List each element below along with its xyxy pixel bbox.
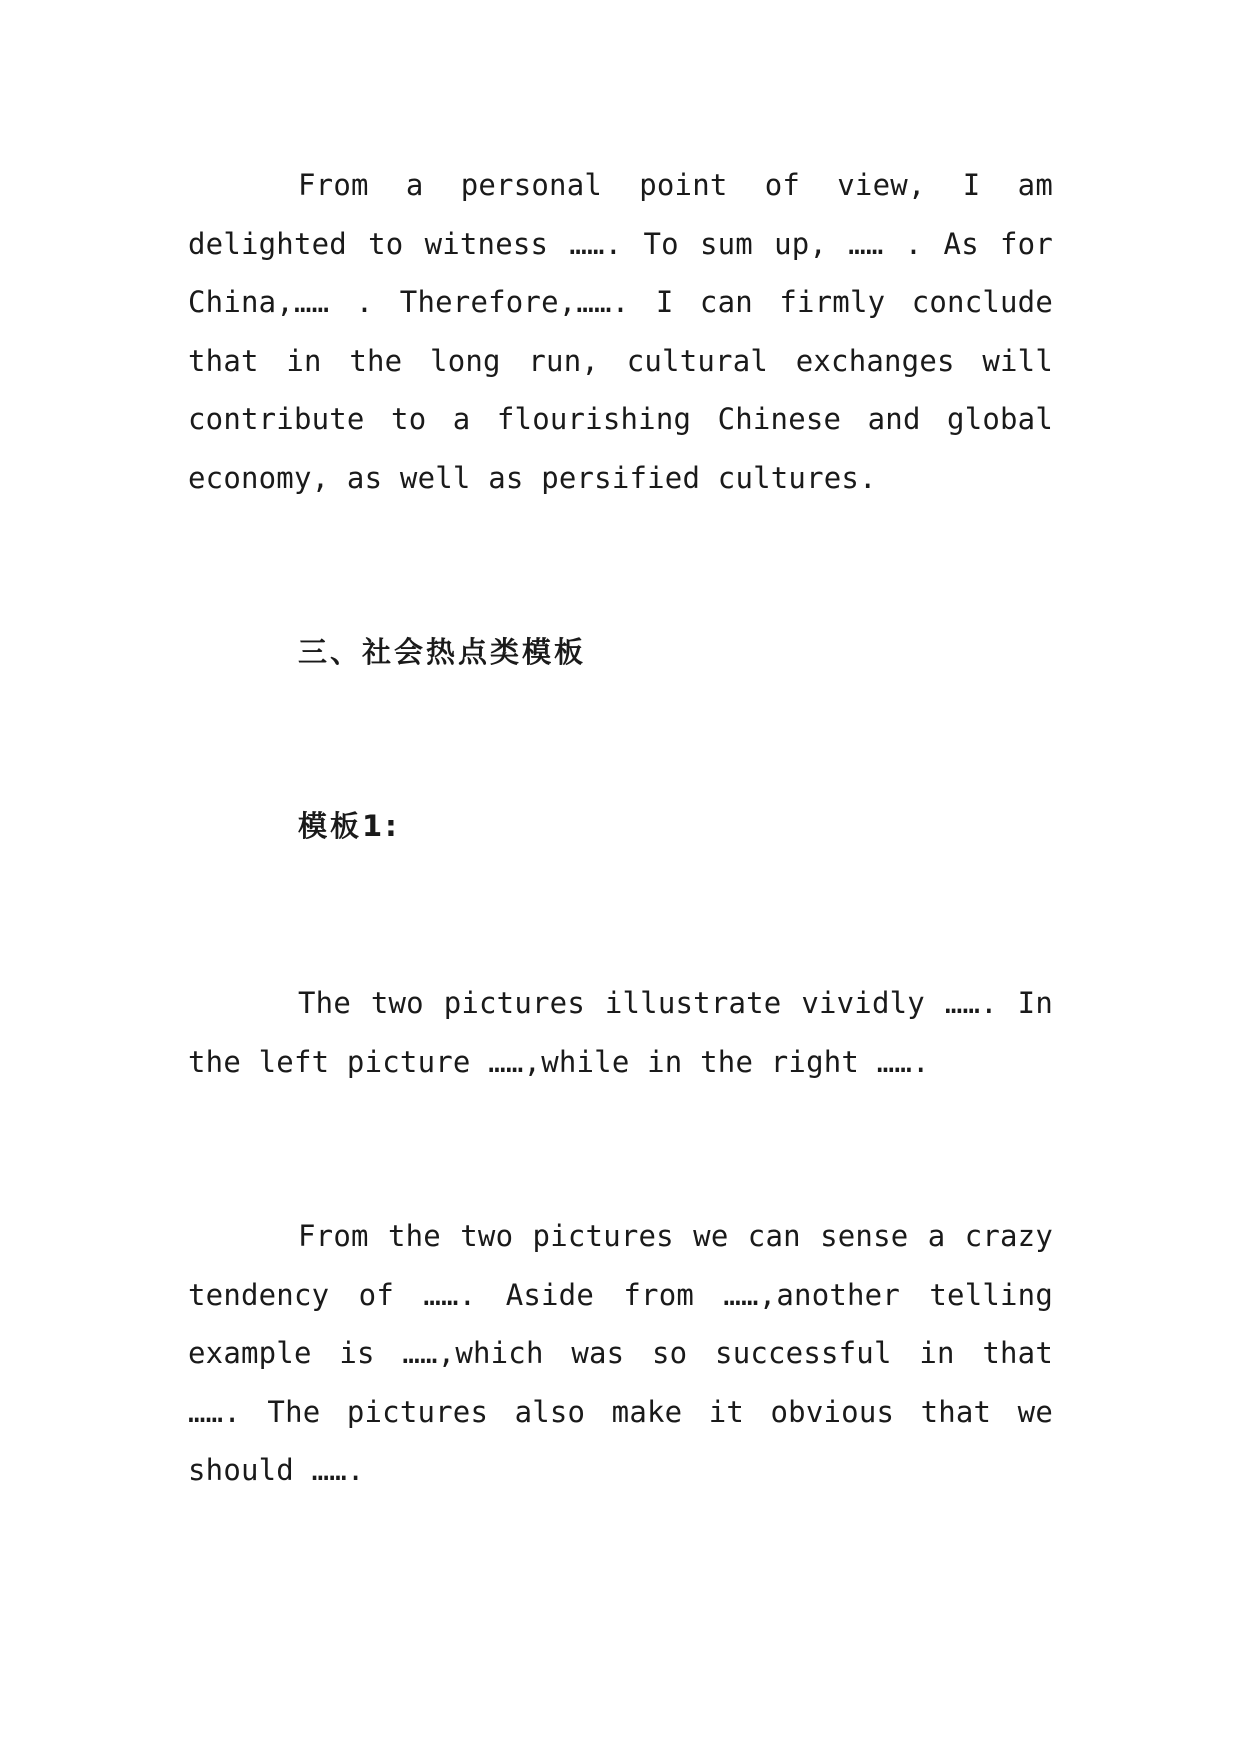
body-paragraph-tendency: From the two pictures we can sense a crazy tendency of ……. Aside from ……,another telling example is ……,which was so successful in that ……. The pictures also make it obvious that we should ……. bbox=[188, 1219, 1053, 1487]
body-paragraph-conclusion: From a personal point of view, I am delighted to witness ……. To sum up, …… . As for China,…… . Therefore,……. I can firmly conclude that in the long run, cultural exchanges will contribute to a flourishing Chinese and global economy, as well as persified cultures. bbox=[188, 168, 1053, 495]
section-heading: 三、社会热点类模板 bbox=[298, 635, 587, 669]
body-paragraph-pictures: The two pictures illustrate vividly ……. In the left picture ……,while in the right ……. bbox=[188, 986, 1053, 1079]
template-label: 模板1: bbox=[298, 809, 400, 843]
